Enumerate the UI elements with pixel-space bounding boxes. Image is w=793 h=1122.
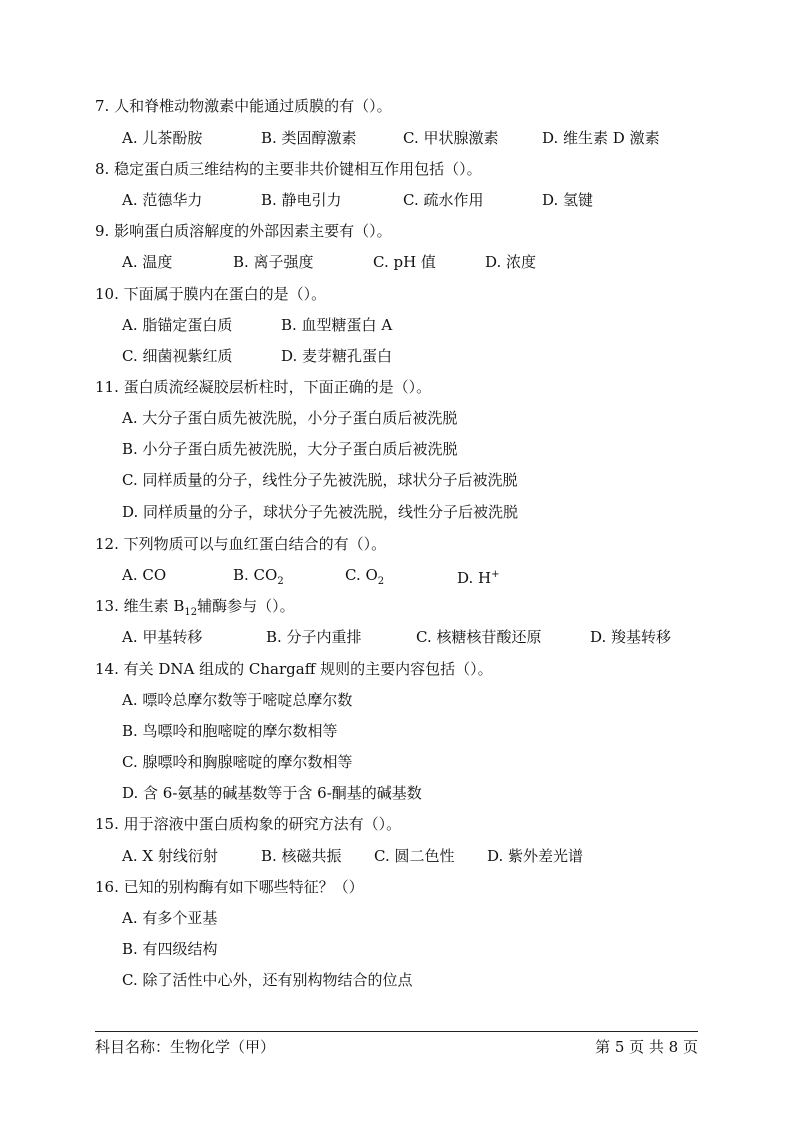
question-9-option-b: B. 离子强度 [233,253,314,271]
question-8-stem: 8. 稳定蛋白质三维结构的主要非共价键相互作用包括（）。 [95,160,482,178]
question-8-option-a: A. 范德华力 [122,191,203,209]
question-9-stem: 9. 影响蛋白质溶解度的外部因素主要有（）。 [95,222,392,240]
question-15-option-d: D. 紫外差光谱 [487,847,584,865]
question-14-option-d: D. 含 6-氨基的碱基数等于含 6-酮基的碱基数 [122,784,422,802]
question-15-option-a: A. X 射线衍射 [122,847,218,865]
subscript: 2 [277,576,284,587]
question-12-option-a: A. CO [122,566,167,584]
question-11-stem: 11. 蛋白质流经凝胶层析柱时，下面正确的是（）。 [95,378,432,396]
question-12-option-b: B. $CO_2$ [233,566,284,587]
question-7-option-d: D. 维生素 D 激素 [542,129,660,147]
question-16-option-a: A. 有多个亚基 [122,909,218,927]
question-13-option-c: C. 核糖核苷酸还原 [416,628,542,646]
question-14-option-c: C. 腺嘌呤和胸腺嘧啶的摩尔数相等 [122,753,353,771]
question-13-stem: 13. 维生素 $B_{12}$辅酶参与（）。 [95,597,295,618]
question-12-stem: 12. 下列物质可以与血红蛋白结合的有（）。 [95,535,387,553]
question-9-option-c: C. pH 值 [373,253,436,271]
question-14-stem: 14. 有关 DNA 组成的 Chargaff 规则的主要内容包括（）。 [95,660,493,678]
question-11-option-b: B. 小分子蛋白质先被洗脱，大分子蛋白质后被洗脱 [122,440,458,458]
question-9-option-a: A. 温度 [122,253,173,271]
question-10-option-a: A. 脂锚定蛋白质 [122,316,233,334]
question-9-option-d: D. 浓度 [485,253,537,271]
question-10-stem: 10. 下面属于膜内在蛋白的是（）。 [95,285,327,303]
question-15-stem: 15. 用于溶液中蛋白质构象的研究方法有（）。 [95,815,402,833]
question-16-stem: 16. 已知的别构酶有如下哪些特征？（） [95,878,364,896]
question-11-option-d: D. 同样质量的分子，球状分子先被洗脱，线性分子后被洗脱 [122,503,519,521]
question-15-option-b: B. 核磁共振 [261,847,342,865]
question-10-option-b: B. 血型糖蛋白 A [281,316,393,334]
question-8-option-b: B. 静电引力 [261,191,342,209]
question-13-option-b: B. 分子内重排 [266,628,362,646]
question-13-option-d: D. 羧基转移 [590,628,672,646]
question-7-stem: 7. 人和脊椎动物激素中能通过质膜的有（）。 [95,97,392,115]
subscript: 12 [184,607,198,618]
question-14-option-b: B. 鸟嘌呤和胞嘧啶的摩尔数相等 [122,722,338,740]
question-7-option-b: B. 类固醇激素 [261,129,357,147]
question-13-option-a: A. 甲基转移 [122,628,203,646]
footer-page-number: 第 5 页 共 8 页 [595,1038,698,1056]
question-7-option-a: A. 儿茶酚胺 [122,129,203,147]
question-16-option-c: C. 除了活性中心外，还有别构物结合的位点 [122,971,413,989]
question-15-option-c: C. 圆二色性 [374,847,455,865]
question-11-option-c: C. 同样质量的分子，线性分子先被洗脱，球状分子后被洗脱 [122,471,518,489]
question-11-option-a: A. 大分子蛋白质先被洗脱，小分子蛋白质后被洗脱 [122,409,458,427]
question-12-option-c: C. $O_2$ [345,566,385,587]
question-16-option-b: B. 有四级结构 [122,940,218,958]
footer-subject: 科目名称：生物化学（甲） [95,1038,276,1056]
question-8-option-d: D. 氢键 [542,191,594,209]
footer-divider [95,1031,698,1032]
question-12-option-d: D. H+ [457,569,500,587]
superscript: + [491,569,500,580]
subscript: 2 [377,576,385,587]
question-7-option-c: C. 甲状腺激素 [403,129,499,147]
question-10-option-d: D. 麦芽糖孔蛋白 [281,347,393,365]
question-8-option-c: C. 疏水作用 [403,191,484,209]
question-14-option-a: A. 嘌呤总摩尔数等于嘧啶总摩尔数 [122,691,353,709]
question-10-option-c: C. 细菌视紫红质 [122,347,233,365]
